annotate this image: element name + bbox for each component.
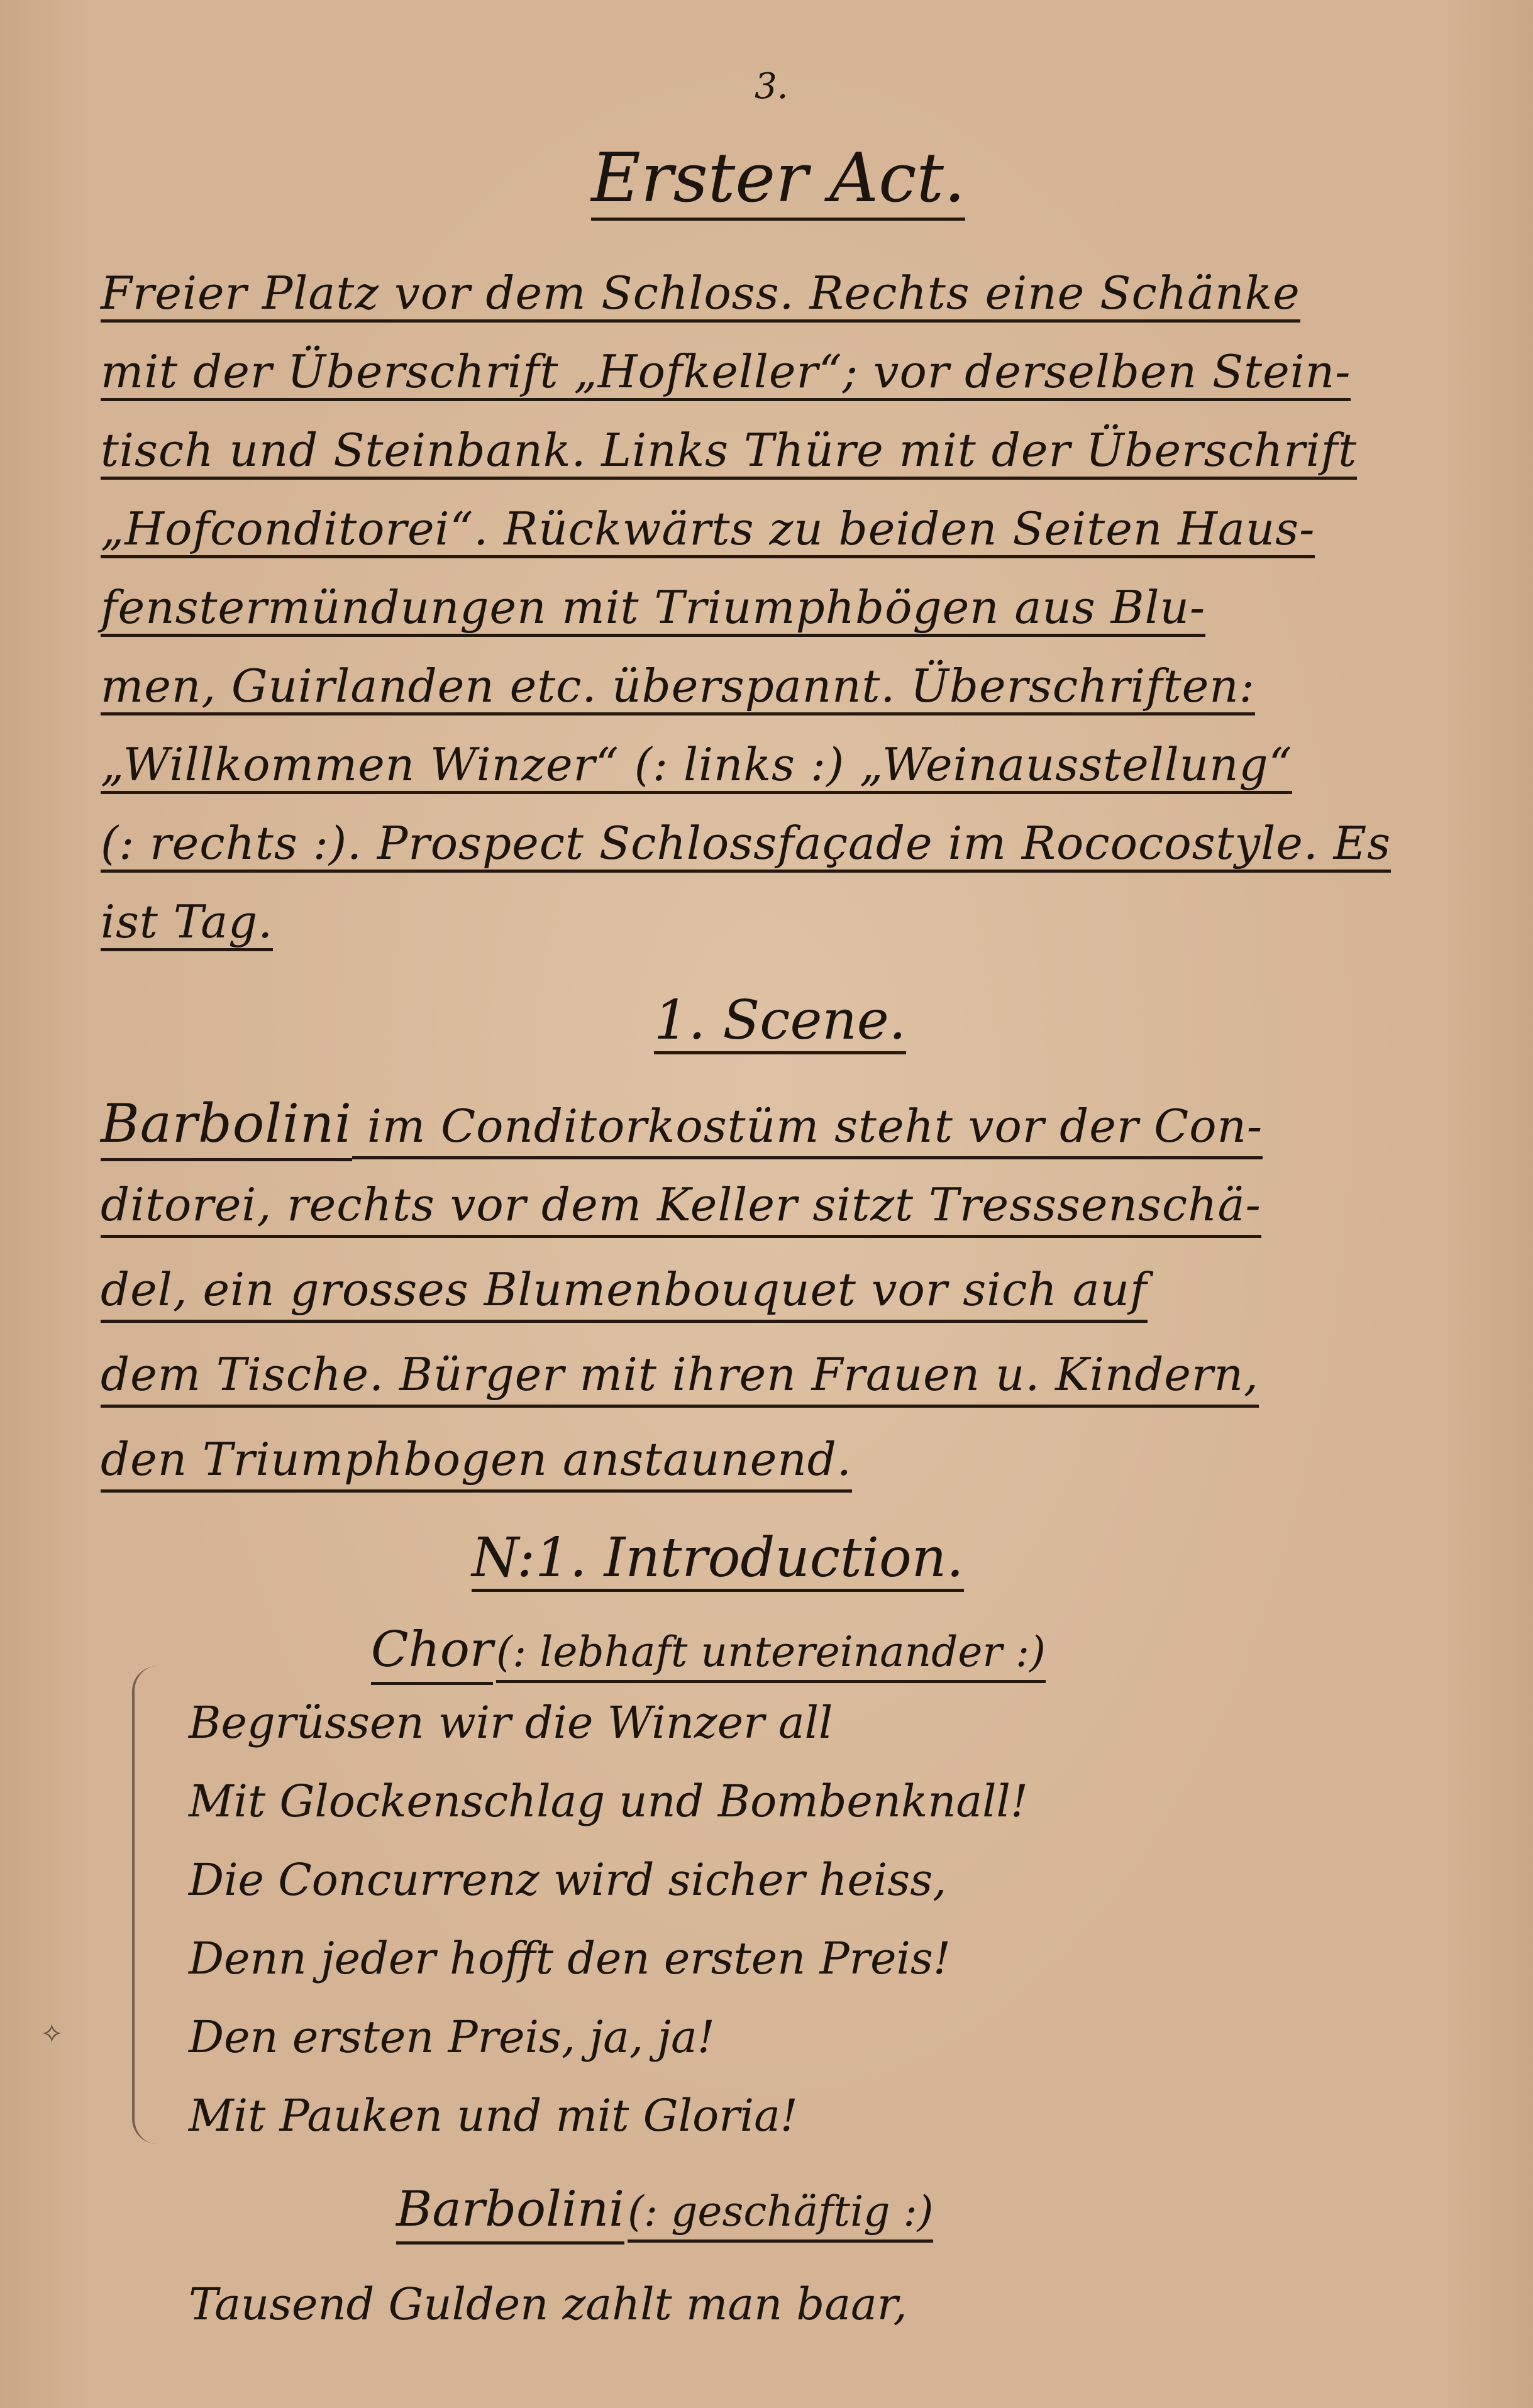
stage-direction-line: Freier Platz vor dem Schloss. Rechts eine Schänke (101, 270, 1300, 323)
character-name: del, (101, 1263, 188, 1323)
lyric-line: Begrüssen wir die Winzer all (189, 1697, 833, 1748)
role-name: Barbolini (396, 2181, 624, 2245)
lyric-line: Mit Pauken und mit Gloria! (189, 2090, 798, 2141)
stage-direction-line: ist Tag. (101, 899, 273, 951)
scene-direction-text: den Triumphbogen anstaunend. (101, 1433, 852, 1493)
scene-title: 1. Scene. (654, 993, 906, 1054)
character-name: Bürger (399, 1348, 565, 1408)
stage-aside: (: lebhaft untereinander :) (496, 1628, 1046, 1683)
stage-direction-line: (: rechts :). Prospect Schlossfaçade im Rococostyle. Es (101, 820, 1391, 873)
scene-direction-text: im Conditorkostüm steht vor der Con- (352, 1100, 1263, 1159)
number-title: N:1. Introduction. (472, 1531, 964, 1592)
character-name: Tresssenschä- (929, 1178, 1261, 1238)
barbolini-heading (396, 2181, 934, 2238)
act-title: Erster Act. (591, 145, 965, 221)
chorus-brace (132, 1666, 160, 2144)
lyric-line: Denn jeder hofft den ersten Preis! (189, 1933, 951, 1984)
character-name: Frauen u. Kindern, (811, 1348, 1258, 1408)
chor-heading (371, 1621, 1046, 1678)
lyric-line: Die Concurrenz wird sicher heiss, (189, 1854, 947, 1906)
stage-aside: (: geschäftig :) (628, 2187, 933, 2243)
stage-direction-line: tisch und Steinbank. Links Thüre mit der Überschrift (101, 428, 1357, 480)
lyric-line: Den ersten Preis, ja, ja! (189, 2011, 715, 2063)
scene-direction-line (101, 1263, 1148, 1316)
scene-direction-text: ditorei, rechts vor dem Keller sitzt (101, 1178, 929, 1238)
scene-direction-line (101, 1433, 852, 1486)
lyric-line: Tausend Gulden zahlt man baar, (189, 2278, 907, 2330)
lyric-line: Mit Glockenschlag und Bombenknall! (189, 1776, 1029, 1827)
scene-direction-text: mit ihren (565, 1348, 812, 1408)
role-name: Chor (371, 1621, 493, 1685)
stage-direction-line: fenstermündungen mit Triumphbögen aus Blu- (101, 585, 1205, 637)
character-name: Barbolini (101, 1093, 352, 1161)
margin-mark-icon: ✧ (40, 2018, 64, 2050)
page-number: 3. (755, 66, 789, 107)
scene-direction-line (101, 1348, 1259, 1401)
scene-direction-text: ein grosses Blumenbouquet vor sich auf (188, 1263, 1148, 1323)
scene-direction-line (101, 1093, 1263, 1154)
stage-direction-line: mit der Überschrift „Hofkeller“; vor derselben Stein- (101, 349, 1351, 401)
stage-direction-line: men, Guirlanden etc. überspannt. Überschriften: (101, 663, 1255, 715)
scene-direction-line (101, 1178, 1261, 1231)
scene-direction-text: dem Tische. (101, 1348, 399, 1408)
stage-direction-line: „Hofconditorei“. Rückwärts zu beiden Seiten Haus- (101, 506, 1315, 558)
stage-direction-line: „Willkommen Winzer“ (: links :) „Weinausstellung“ (101, 742, 1292, 794)
